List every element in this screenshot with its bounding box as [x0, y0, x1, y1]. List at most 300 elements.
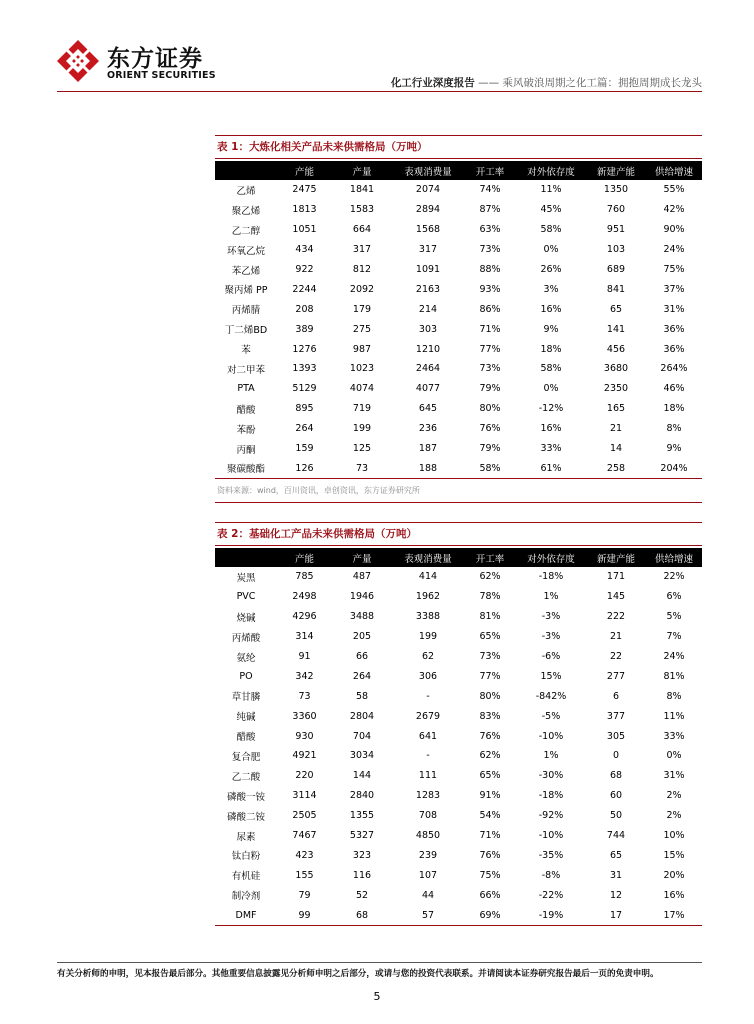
table-cell: 2% — [666, 810, 682, 822]
table-cell: 15% — [540, 670, 562, 682]
table-cell: 1350 — [603, 184, 629, 196]
table-cell: 36% — [663, 343, 685, 355]
table-cell: 141 — [606, 323, 626, 335]
table-cell: 57 — [392, 905, 464, 925]
table-cell: 305 — [606, 730, 626, 742]
table-1-title: 表 1：大炼化相关产品未来供需格局（万吨） — [217, 141, 428, 153]
table-cell: 20% — [663, 869, 685, 881]
table-cell: 895 — [295, 403, 314, 415]
table-cell: 689 — [606, 264, 626, 275]
table-cell: 2% — [666, 790, 682, 802]
table-cell: -5% — [541, 710, 561, 722]
product-name-cell: 丙烯酸 — [231, 632, 261, 644]
table-cell: 760 — [606, 204, 626, 216]
column-header: 对外依存度 — [516, 161, 586, 180]
table-cell: -8% — [541, 869, 561, 881]
product-name-cell: 磷酸二铵 — [226, 811, 265, 823]
product-name-cell: 聚丙烯 PP — [224, 285, 268, 297]
table-cell: 2244 — [292, 283, 317, 295]
table-cell: 15% — [663, 849, 685, 861]
table-cell: 222 — [606, 611, 626, 623]
table-cell: 5327 — [349, 830, 375, 842]
column-header: 表观消费量 — [392, 161, 464, 180]
report-type: 化工行业深度报告 — [390, 77, 475, 89]
table-row — [215, 806, 702, 826]
table-cell: 3680 — [603, 363, 629, 375]
table-cell: 68 — [332, 905, 392, 925]
product-name-cell: 苯酚 — [236, 424, 256, 436]
table-cell: 45% — [540, 204, 562, 216]
table-cell: 33% — [540, 443, 562, 455]
table-cell: 31 — [609, 869, 623, 881]
table-cell: 0% — [666, 750, 682, 762]
table-cell: 83% — [479, 710, 501, 722]
table-cell: 277 — [606, 670, 626, 682]
table-cell: - — [426, 690, 430, 702]
table-cell: 58% — [540, 363, 562, 375]
table-cell: 3034 — [349, 750, 375, 762]
table-cell: 65 — [609, 303, 623, 315]
table-cell: 58% — [540, 224, 562, 236]
table-cell: 21 — [609, 423, 623, 435]
table-cell: 389 — [295, 323, 314, 335]
table-cell: 641 — [418, 730, 438, 742]
table-cell: 17% — [646, 905, 702, 925]
table-row — [215, 905, 702, 925]
table-cell: 3360 — [292, 710, 317, 722]
table-cell: 55% — [663, 184, 685, 196]
table-cell: 79 — [298, 889, 311, 901]
table-cell: - — [426, 750, 430, 762]
table-cell: 16% — [663, 889, 685, 901]
table-cell: 44 — [421, 889, 435, 901]
table-cell: 4077 — [415, 383, 441, 395]
product-name-cell: PVC — [236, 591, 256, 603]
table-cell: 2074 — [415, 184, 441, 196]
table-row — [215, 746, 702, 766]
table-cell: 60 — [609, 790, 623, 802]
table-cell: 1051 — [292, 224, 317, 236]
table-row — [215, 666, 702, 686]
table-cell: 21 — [609, 631, 623, 643]
table-cell: 785 — [295, 571, 314, 583]
column-header: 产能 — [277, 161, 332, 180]
table-cell: -22% — [538, 889, 564, 901]
table-cell: 90% — [663, 224, 685, 236]
table-cell: 2163 — [415, 283, 441, 295]
product-name-cell: 乙二醇 — [231, 225, 261, 237]
report-title: —— 乘风破浪周期之化工篇：拥抱周期成长龙头 — [478, 77, 702, 89]
table-row — [215, 567, 702, 587]
table-cell: 3% — [543, 283, 559, 295]
table-cell: 6 — [612, 690, 620, 702]
table-cell: 93% — [479, 283, 501, 295]
column-header: 产量 — [332, 161, 392, 180]
product-name-cell: 有机硅 — [231, 871, 261, 883]
table-cell: 2894 — [415, 204, 441, 216]
header-divider — [57, 91, 702, 92]
table-cell: 708 — [418, 810, 438, 822]
table-cell: 31% — [663, 303, 685, 315]
table-cell: 126 — [277, 458, 332, 478]
table-row — [215, 220, 702, 240]
table-cell: 63% — [479, 224, 501, 236]
table-cell: 342 — [295, 670, 314, 682]
table-cell: 4074 — [349, 383, 375, 395]
product-name-cell: 复合肥 — [231, 751, 261, 763]
product-name-cell: 纯碱 — [236, 712, 256, 724]
table-cell: 46% — [663, 383, 685, 395]
table-cell: 303 — [418, 323, 438, 335]
table-cell: 414 — [418, 571, 438, 583]
table-cell: 99 — [277, 905, 332, 925]
table-cell: 50 — [609, 810, 623, 822]
product-name-cell: DMF — [215, 905, 277, 925]
product-name-cell: 钛白粉 — [231, 851, 261, 863]
table-cell: 79% — [479, 443, 501, 455]
table-row — [215, 339, 702, 359]
product-name-cell: 乙二酸 — [231, 771, 261, 783]
table-cell: 4296 — [292, 611, 317, 623]
table-row — [215, 260, 702, 280]
table-cell: 62% — [479, 571, 501, 583]
product-name-cell: 醋酸 — [236, 732, 256, 744]
table-cell: -6% — [541, 651, 561, 662]
table-cell: 22 — [609, 651, 623, 662]
table-1-title-bar — [215, 135, 702, 159]
table-row — [215, 726, 702, 746]
table-row — [215, 885, 702, 905]
table-cell: 16% — [540, 423, 562, 435]
table-cell: 18% — [540, 343, 562, 355]
table-cell: 4921 — [292, 750, 317, 762]
table-cell: 76% — [479, 730, 501, 742]
table-cell: 264 — [295, 423, 314, 435]
table-cell: 5129 — [292, 383, 317, 395]
product-name-cell: 乙烯 — [236, 185, 256, 197]
table-cell: -3% — [541, 611, 561, 623]
table-cell: -10% — [538, 730, 564, 742]
table-cell: 9% — [666, 443, 682, 455]
table-cell: 77% — [479, 343, 501, 355]
table-cell: 2092 — [349, 283, 375, 295]
table-1-grid — [215, 161, 702, 479]
table-cell: 11% — [540, 184, 562, 196]
product-name-cell: 尿素 — [236, 831, 256, 843]
table-cell: 116 — [352, 869, 372, 881]
table-cell: 65 — [609, 849, 623, 861]
table-cell: 179 — [352, 303, 372, 315]
footer-divider — [57, 962, 702, 963]
table-row — [215, 607, 702, 627]
table-cell: 5% — [666, 611, 682, 623]
table-cell: 2679 — [415, 710, 441, 722]
table-cell: 73 — [332, 458, 392, 478]
product-name-cell: 丙酮 — [236, 444, 256, 456]
table-row — [215, 399, 702, 419]
table-cell: 58 — [355, 690, 369, 702]
table-cell: 1283 — [415, 790, 441, 802]
table-row — [215, 786, 702, 806]
table-cell: 159 — [295, 443, 314, 455]
product-name-cell: 对二甲苯 — [226, 364, 265, 376]
table-cell: 71% — [479, 323, 501, 335]
table-cell: 2804 — [349, 710, 375, 722]
table-cell: 1% — [543, 750, 559, 762]
table-cell: 16% — [540, 303, 562, 315]
logo-english-name: ORIENT SECURITIES — [107, 70, 216, 81]
table-cell: 239 — [418, 849, 438, 861]
table-row — [215, 299, 702, 319]
table-cell: 199 — [418, 631, 438, 643]
column-header: 产量 — [332, 548, 392, 567]
table-cell: 930 — [295, 730, 314, 742]
table-cell: 36% — [663, 323, 685, 335]
table-cell: 6% — [666, 591, 682, 603]
table-cell: 73 — [298, 690, 311, 702]
product-name-cell: 氨纶 — [236, 652, 256, 664]
column-header: 新建产能 — [586, 548, 646, 567]
column-header — [215, 548, 277, 567]
source-divider — [215, 502, 702, 503]
report-header-title — [391, 75, 702, 90]
table-cell: 1583 — [349, 204, 375, 216]
table-cell: 487 — [352, 571, 372, 583]
column-header: 开工率 — [464, 161, 516, 180]
table-cell: 17 — [586, 905, 646, 925]
table-cell: 275 — [352, 323, 372, 335]
table-cell: 7467 — [292, 830, 317, 842]
table-cell: 107 — [418, 869, 438, 881]
table-cell: -18% — [538, 571, 564, 583]
table-cell: 317 — [352, 244, 372, 256]
table-cell: -92% — [538, 810, 564, 822]
logo-chinese-name: 东方证券 — [107, 46, 203, 72]
table-cell: 3488 — [349, 611, 375, 623]
table-cell: 73% — [479, 651, 501, 662]
table-cell: 2475 — [292, 184, 317, 196]
table-row — [215, 865, 702, 885]
table-1-source: 资料来源：wind，百川资讯，卓创资讯，东方证券研究所 — [217, 486, 420, 496]
table-cell: 81% — [479, 611, 501, 623]
table-cell: 103 — [606, 244, 626, 256]
table-cell: 434 — [295, 244, 314, 256]
table-cell: 1841 — [349, 184, 375, 196]
table-cell: 2505 — [292, 810, 317, 822]
table-cell: 74% — [479, 184, 501, 196]
table-cell: 0% — [543, 383, 559, 395]
column-header — [215, 161, 277, 180]
table-cell: 0% — [543, 244, 559, 256]
table-cell: 187 — [418, 443, 438, 455]
table-cell: 11% — [663, 710, 685, 722]
table-cell: 73% — [479, 363, 501, 375]
table-cell: 22% — [663, 571, 685, 583]
table-cell: 73% — [479, 244, 501, 256]
table-cell: 258 — [586, 458, 646, 478]
product-name-cell: 环氧乙烷 — [226, 245, 265, 257]
table-cell: 61% — [516, 458, 586, 478]
table-row — [215, 706, 702, 726]
table-cell: 1393 — [292, 363, 317, 375]
table-cell: 8% — [666, 423, 682, 435]
table-cell: 91 — [298, 651, 311, 662]
table-cell: 1813 — [292, 204, 317, 216]
table-cell: 1023 — [349, 363, 375, 375]
table-cell: 144 — [352, 770, 372, 782]
product-name-cell: PTA — [237, 383, 255, 395]
table-cell: 2498 — [292, 591, 317, 603]
page-header — [0, 0, 754, 100]
table-2-title-bar — [215, 522, 702, 546]
table-row — [215, 587, 702, 607]
table-row — [215, 439, 702, 459]
disclaimer-text: 有关分析师的申明，见本报告最后部分。其他重要信息披露见分析师申明之后部分，或请与您的投资代表联系。并请阅读本证券研究报告最后一页的免责申明。 — [57, 969, 659, 979]
table-cell: 65% — [479, 770, 501, 782]
table-cell: 1% — [543, 591, 559, 603]
table-cell: 1210 — [415, 343, 441, 355]
table-cell: 54% — [479, 810, 501, 822]
column-header: 供给增速 — [646, 548, 702, 567]
product-name-cell: 聚乙烯 — [231, 205, 261, 217]
table-cell: 24% — [663, 651, 685, 662]
page-number: 5 — [373, 990, 381, 1003]
table-row — [215, 686, 702, 706]
table-cell: 423 — [295, 849, 314, 861]
table-cell: 264 — [352, 670, 372, 682]
table-cell: 79% — [479, 383, 501, 395]
table-cell: 12 — [609, 889, 623, 901]
table-cell: 1962 — [415, 591, 441, 603]
table-cell: 220 — [295, 770, 314, 782]
table-cell: 31% — [663, 770, 685, 782]
product-name-cell: 醋酸 — [236, 404, 256, 416]
table-cell: 205 — [352, 631, 372, 643]
table-cell: 1355 — [349, 810, 375, 822]
table-cell: 33% — [663, 730, 685, 742]
table-cell: 86% — [479, 303, 501, 315]
table-cell: 645 — [418, 403, 438, 415]
table-cell: 80% — [479, 690, 501, 702]
table-2-header-row — [215, 548, 702, 567]
column-header: 对外依存度 — [516, 548, 586, 567]
table-cell: 76% — [479, 423, 501, 435]
table-row — [215, 845, 702, 865]
table-cell: 1568 — [415, 224, 441, 236]
table-cell: -30% — [538, 770, 564, 782]
product-name-cell: 丙烯腈 — [231, 305, 261, 317]
table-cell: 42% — [663, 204, 685, 216]
table-cell: 26% — [540, 264, 562, 275]
column-header: 供给增速 — [646, 161, 702, 180]
table-row — [215, 279, 702, 299]
table-cell: 188 — [392, 458, 464, 478]
table-cell: 4850 — [415, 830, 441, 842]
orient-securities-logo-icon — [57, 40, 99, 82]
table-cell: 65% — [479, 631, 501, 643]
table-cell: 77% — [479, 670, 501, 682]
table-cell: 18% — [663, 403, 685, 415]
table-cell: 2464 — [415, 363, 441, 375]
product-name-cell: 制冷剂 — [231, 891, 261, 903]
table-cell: 199 — [352, 423, 372, 435]
table-cell: -18% — [538, 790, 564, 802]
product-name-cell: 丁二烯BD — [224, 325, 268, 337]
table-cell: 68 — [609, 770, 623, 782]
table-cell: 812 — [352, 264, 372, 275]
table-cell: 37% — [663, 283, 685, 295]
table-cell: 71% — [479, 830, 501, 842]
table-cell: 14 — [609, 443, 623, 455]
product-name-cell: 草甘膦 — [231, 692, 261, 704]
product-name-cell: 磷酸一铵 — [226, 791, 265, 803]
table-cell: 719 — [352, 403, 372, 415]
table-cell: 0 — [612, 750, 620, 762]
table-cell: 111 — [418, 770, 438, 782]
table-cell: 264% — [660, 363, 688, 375]
table-1-header-row — [215, 161, 702, 180]
table-row — [215, 359, 702, 379]
table-row — [215, 766, 702, 786]
table-cell: -35% — [538, 849, 564, 861]
table-cell: 78% — [479, 591, 501, 603]
table-cell: 8% — [666, 690, 682, 702]
table-cell: -19% — [516, 905, 586, 925]
table-2-title: 表 2：基础化工产品未来供需格局（万吨） — [217, 528, 417, 540]
product-name-cell: 烧碱 — [236, 612, 256, 624]
table-cell: 66 — [355, 651, 369, 662]
table-cell: 10% — [663, 830, 685, 842]
table-cell: 76% — [479, 849, 501, 861]
column-header: 表观消费量 — [392, 548, 464, 567]
table-cell: 377 — [606, 710, 626, 722]
table-cell: 171 — [606, 571, 626, 583]
table-2-grid — [215, 548, 702, 926]
table-cell: 52 — [355, 889, 369, 901]
table-cell: 951 — [606, 224, 626, 236]
table-cell: 66% — [479, 889, 501, 901]
table-cell: 323 — [352, 849, 372, 861]
table-cell: 69% — [464, 905, 516, 925]
table-cell: 91% — [479, 790, 501, 802]
table-cell: 165 — [606, 403, 626, 415]
table-row — [215, 458, 702, 478]
table-cell: 75% — [479, 869, 501, 881]
column-header: 开工率 — [464, 548, 516, 567]
table-cell: 306 — [418, 670, 438, 682]
table-cell: -3% — [541, 631, 561, 643]
table-cell: 87% — [479, 204, 501, 216]
table-1 — [215, 135, 702, 503]
product-name-cell: 苯 — [241, 345, 251, 357]
table-cell: 2840 — [349, 790, 375, 802]
table-cell: 922 — [295, 264, 314, 275]
table-cell: 744 — [606, 830, 626, 842]
table-cell: 456 — [606, 343, 626, 355]
table-cell: 3114 — [292, 790, 317, 802]
table-cell: 704 — [352, 730, 372, 742]
table-cell: 81% — [663, 670, 685, 682]
table-cell: 204% — [646, 458, 702, 478]
table-cell: 155 — [295, 869, 314, 881]
column-header: 产能 — [277, 548, 332, 567]
table-row — [215, 240, 702, 260]
table-row — [215, 826, 702, 846]
table-cell: 80% — [479, 403, 501, 415]
table-cell: 664 — [352, 224, 372, 236]
table-cell: 145 — [606, 591, 626, 603]
table-row — [215, 319, 702, 339]
